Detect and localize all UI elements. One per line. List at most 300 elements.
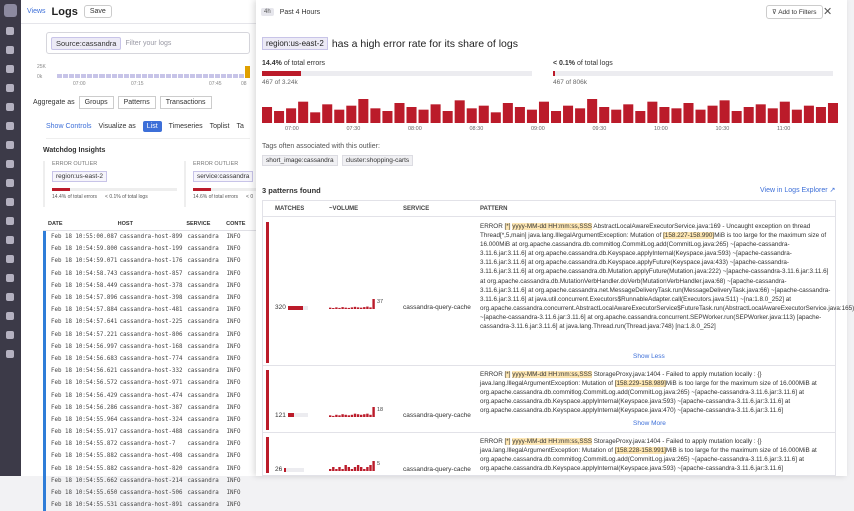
row-status: INFO xyxy=(226,441,241,448)
pattern-volume-bar xyxy=(332,308,334,309)
mini-chart-bar xyxy=(99,74,104,78)
pattern-volume-bar xyxy=(366,413,368,416)
watchdog-insights-title[interactable]: Watchdog Insights xyxy=(43,147,106,154)
mini-chart-bar xyxy=(148,74,153,78)
table-row[interactable] xyxy=(43,438,256,450)
controls-row xyxy=(46,121,250,139)
mini-chart-bar xyxy=(184,74,189,78)
add-to-filters-button[interactable]: ⊽ Add to Filters xyxy=(766,5,823,19)
pattern-volume-bar xyxy=(363,469,365,471)
pattern-service: cassandra-query-cache xyxy=(403,304,471,311)
close-icon[interactable]: ✕ xyxy=(823,6,833,18)
infrastructure-icon[interactable] xyxy=(6,46,14,54)
mini-chart-bar xyxy=(112,74,117,78)
row-status: INFO xyxy=(226,477,241,484)
mini-chart-bar xyxy=(166,74,171,78)
pattern-segment: AbstractLocalAwareExecutorService.java:169 - Uncaught exception on thread Thread[*,5,main] java.lang.IllegalArgumentException: Mutation of xyxy=(480,223,811,240)
outlier-tag: region:us-east-2 xyxy=(262,37,328,50)
search-pill-source[interactable]: Source:cassandra xyxy=(51,37,121,50)
pattern-volume-bar xyxy=(363,307,365,309)
error-volume-bar xyxy=(539,102,549,123)
pattern-toggle-button[interactable]: Show Less xyxy=(633,353,665,360)
mini-chart-x-label: 07:45 xyxy=(209,81,222,87)
insight-card[interactable] xyxy=(43,161,172,207)
pattern-matches-count: 26 xyxy=(275,466,283,473)
table-row[interactable] xyxy=(43,292,256,304)
left-nav xyxy=(0,0,21,476)
table-row[interactable] xyxy=(43,316,256,328)
insight-card-logs: < 0.1% of total logs xyxy=(105,194,148,200)
row-date: Feb 18 10:54:57.896 xyxy=(51,295,118,302)
mini-chart-bar xyxy=(245,66,250,78)
error-volume-bar xyxy=(298,102,308,123)
table-row[interactable] xyxy=(43,243,256,255)
error-volume-bar xyxy=(683,103,693,123)
row-host: cassandra-host-214 xyxy=(119,477,183,484)
table-row[interactable] xyxy=(43,414,256,426)
mini-chart-bar xyxy=(136,74,141,78)
pattern-volume-bar xyxy=(372,461,374,471)
errors-count: 467 of 3.24k xyxy=(262,79,298,86)
pattern-matches-count: 121 xyxy=(275,411,286,419)
rum-icon[interactable] xyxy=(6,160,14,168)
row-date: Feb 18 10:55:00.087 xyxy=(51,234,118,241)
row-service: cassandra xyxy=(187,465,219,472)
synthetics-icon[interactable] xyxy=(6,141,14,149)
error-volume-bar xyxy=(286,108,296,123)
row-host: cassandra-host-324 xyxy=(119,416,183,423)
table-row[interactable] xyxy=(43,280,256,292)
row-host: cassandra-host-168 xyxy=(119,343,183,350)
pattern-segment: MiB is too large for the maximum size of 16.000MiB at org.apache.cassandra.db.commitlog.CommitLog.add(CommitLog.java:265) ~[apache-cassandra-3.11.6.jar:3.11.6] at org.apache.cassandra.db.Keyspace.applyInternal(Keyspace.java:593) ~[apache-cassandra-3.11.6.jar:3.11.6] at org.apache.cassandra.db.Keyspace.applyInternal(Keyspace.java:470) ~[apache-cassandra-3.11.6.jar:3.11.6] xyxy=(480,380,817,415)
pattern-volume-bar xyxy=(357,307,359,309)
column-pattern[interactable]: PATTERN xyxy=(480,205,508,212)
row-date: Feb 18 10:54:56.621 xyxy=(51,368,118,375)
pattern-volume-peak: 18 xyxy=(377,406,384,413)
table-row[interactable] xyxy=(43,304,256,316)
pattern-volume-bar xyxy=(360,414,362,416)
row-status: INFO xyxy=(226,295,241,302)
logs-icon[interactable] xyxy=(6,103,14,111)
view-in-logs-explorer-label: View in Logs Explorer xyxy=(760,187,828,194)
row-date: Feb 18 10:54:57.884 xyxy=(51,307,118,314)
pattern-volume-peak: 37 xyxy=(377,299,384,305)
row-date: Feb 18 10:54:55.662 xyxy=(51,477,118,484)
row-status: INFO xyxy=(226,246,241,253)
pattern-matches xyxy=(275,412,323,419)
notebooks-icon[interactable] xyxy=(6,217,14,225)
row-date: Feb 18 10:54:56.572 xyxy=(51,380,118,387)
error-volume-bar xyxy=(647,102,657,123)
pattern-volume-bar xyxy=(360,467,362,471)
mini-chart-bar xyxy=(142,74,147,78)
error-volume-x-tick: 07:30 xyxy=(346,126,361,132)
outlier-description: has a high error rate for its share of logs xyxy=(331,37,518,50)
pattern-volume-bar xyxy=(372,299,374,309)
add-to-filters-label: Add to Filters xyxy=(778,9,817,16)
logs-pct-label: of total logs xyxy=(576,60,613,67)
patterns-table-header xyxy=(263,201,835,217)
pattern-row[interactable] xyxy=(263,366,835,433)
table-row[interactable] xyxy=(43,329,256,341)
row-date: Feb 18 10:54:55.964 xyxy=(51,416,118,423)
row-service: cassandra xyxy=(187,392,219,399)
insight-card-logs: < 0 xyxy=(246,194,254,200)
row-date: Feb 18 10:54:58.449 xyxy=(51,282,118,289)
row-date: Feb 18 10:54:59.071 xyxy=(51,258,118,265)
row-service: cassandra xyxy=(187,319,219,326)
pattern-volume-bar xyxy=(357,414,359,417)
search-input[interactable]: Filter your logs xyxy=(125,39,172,47)
column-date[interactable]: DATE xyxy=(48,220,63,227)
security-icon[interactable] xyxy=(6,122,14,130)
error-volume-bar xyxy=(563,106,573,123)
row-host: cassandra-host-488 xyxy=(119,429,183,436)
table-row[interactable] xyxy=(43,389,256,401)
outlier-side-panel xyxy=(256,0,854,476)
error-volume-bar xyxy=(443,111,453,123)
mini-chart-bar xyxy=(124,74,129,78)
row-status: INFO xyxy=(226,416,241,423)
error-volume-x-tick: 08:30 xyxy=(469,126,484,132)
row-date: Feb 18 10:54:55.650 xyxy=(51,490,118,497)
tab-table[interactable]: Ta xyxy=(236,123,244,130)
apm-icon[interactable] xyxy=(6,84,14,92)
row-host: cassandra-host-176 xyxy=(119,258,183,265)
row-service: cassandra xyxy=(187,502,219,509)
pattern-severity-bar xyxy=(266,437,269,473)
pattern-matches-count: 320 xyxy=(275,304,286,311)
error-volume-bar xyxy=(575,108,585,123)
row-service: cassandra xyxy=(187,270,219,277)
external-link-icon: ↗ xyxy=(829,187,836,194)
pattern-volume-sparkline xyxy=(329,297,389,311)
error-volume-bar xyxy=(611,110,621,123)
row-status: INFO xyxy=(226,355,241,362)
settings-icon[interactable] xyxy=(6,274,14,282)
error-volume-bar xyxy=(732,111,742,123)
associated-tag[interactable]: cluster:shopping-carts xyxy=(342,155,414,166)
table-row[interactable] xyxy=(43,365,256,377)
pattern-matches xyxy=(275,466,323,473)
pattern-volume-bar xyxy=(332,467,334,471)
row-date: Feb 18 10:54:56.286 xyxy=(51,404,118,411)
pattern-matches-bar-fill xyxy=(284,468,286,472)
aggregate-patterns[interactable]: Patterns xyxy=(118,96,156,109)
save-button[interactable]: Save xyxy=(84,5,112,18)
pattern-volume-sparkline xyxy=(329,405,389,419)
error-volume-bar xyxy=(744,107,754,123)
row-date: Feb 18 10:54:57.641 xyxy=(51,319,118,326)
column-service[interactable]: SERVICE xyxy=(186,220,211,227)
table-row[interactable] xyxy=(43,353,256,365)
associated-tag[interactable]: short_image:cassandra xyxy=(262,155,338,166)
mini-chart-bar xyxy=(81,74,86,78)
error-volume-bar xyxy=(479,106,489,123)
row-service: cassandra xyxy=(187,343,219,350)
aggregate-groups[interactable]: Groups xyxy=(79,96,114,109)
monitors-icon[interactable] xyxy=(6,65,14,73)
row-host: cassandra-host-481 xyxy=(119,307,183,314)
column-host[interactable]: HOST xyxy=(117,220,133,227)
pattern-toggle-button[interactable]: Show More xyxy=(633,420,666,427)
pattern-volume-bar xyxy=(348,415,350,417)
pattern-volume-bar xyxy=(335,469,337,471)
row-status: INFO xyxy=(226,234,241,241)
views-button[interactable]: Views xyxy=(27,8,46,15)
error-volume-bar xyxy=(334,110,344,123)
row-status: INFO xyxy=(226,258,241,265)
pattern-volume-sparkline xyxy=(329,459,389,473)
table-row[interactable] xyxy=(43,268,256,280)
pattern-volume-bar xyxy=(369,465,371,471)
pattern-volume-bar xyxy=(360,308,362,309)
error-volume-bar xyxy=(491,112,501,123)
view-in-logs-explorer-link[interactable] xyxy=(760,186,835,194)
mini-chart-x-label: 08 xyxy=(241,81,247,87)
column-volume[interactable]: ~VOLUME xyxy=(329,205,359,212)
pattern-matches-bar xyxy=(288,306,308,310)
error-volume-x-tick: 10:00 xyxy=(654,126,668,132)
tab-toplist[interactable]: Toplist xyxy=(209,123,230,130)
time-selector[interactable] xyxy=(261,8,320,16)
table-row[interactable] xyxy=(43,341,256,353)
mini-chart-bar xyxy=(178,74,183,78)
insight-card-errors: 14.4% of total errors xyxy=(52,194,98,200)
logs-bar xyxy=(553,71,833,76)
pattern-volume-bar xyxy=(329,469,331,471)
pattern-volume-bar xyxy=(369,414,371,416)
mini-chart-bar xyxy=(172,74,177,78)
row-status: INFO xyxy=(226,465,241,472)
row-date: Feb 18 10:54:56.683 xyxy=(51,355,118,362)
mini-chart-bar xyxy=(239,74,244,78)
error-volume-x-tick: 09:00 xyxy=(531,126,545,132)
mini-chart-y-label: 25K xyxy=(37,64,46,70)
logs-stat xyxy=(553,60,833,86)
row-service: cassandra xyxy=(187,368,219,375)
show-controls-button[interactable]: Show Controls xyxy=(46,123,92,130)
logs-table-header xyxy=(43,217,256,231)
associated-tags xyxy=(262,155,413,166)
insight-card-label: ERROR OUTLIER xyxy=(52,161,98,167)
pattern-volume-bar xyxy=(354,307,356,309)
pattern-variable: yyyy-MM-dd HH:mm:ss,SSS xyxy=(512,371,592,378)
row-service: cassandra xyxy=(187,258,219,265)
pattern-variable: [158.227-158.990] xyxy=(663,232,715,240)
row-status: INFO xyxy=(226,270,241,277)
row-status: INFO xyxy=(226,380,241,387)
pattern-volume-bar xyxy=(354,413,356,416)
pattern-variable: [*] xyxy=(504,223,511,230)
error-volume-chart[interactable] xyxy=(261,97,839,132)
tab-list[interactable]: List xyxy=(143,121,162,132)
row-service: cassandra xyxy=(187,282,219,289)
column-matches[interactable]: MATCHES xyxy=(275,205,305,212)
table-row[interactable] xyxy=(43,255,256,267)
error-volume-bar xyxy=(768,108,778,123)
pattern-service: cassandra-query-cache xyxy=(403,466,471,473)
time-label: Past 4 Hours xyxy=(279,8,321,16)
row-host: cassandra-host-857 xyxy=(119,270,183,277)
error-volume-bar xyxy=(816,107,826,123)
error-volume-bar xyxy=(322,104,332,123)
row-service: cassandra xyxy=(187,404,219,411)
time-badge: 4h xyxy=(261,8,274,16)
error-volume-bar xyxy=(720,100,730,123)
row-host: cassandra-host-806 xyxy=(119,331,183,338)
visualize-as-label: Visualize as xyxy=(98,123,136,130)
pattern-volume-bar xyxy=(345,308,347,309)
mini-chart-bar xyxy=(75,74,80,78)
mini-chart-bar xyxy=(203,74,208,78)
datadog-logo-icon[interactable] xyxy=(4,4,17,17)
mini-chart-bar xyxy=(130,74,135,78)
pattern-volume-bar xyxy=(366,307,368,309)
table-row[interactable] xyxy=(43,463,256,475)
mini-chart-bar xyxy=(106,74,111,78)
pattern-segment: ERROR xyxy=(480,371,505,378)
insight-card-bar-fill xyxy=(193,188,211,191)
errors-bar-fill xyxy=(262,71,301,76)
error-volume-bar xyxy=(419,110,429,123)
chat-icon[interactable] xyxy=(6,293,14,301)
mini-chart-x-label: 07:00 xyxy=(73,81,86,87)
error-volume-bar xyxy=(262,107,272,123)
row-service: cassandra xyxy=(187,416,219,423)
table-row[interactable] xyxy=(43,499,256,511)
aggregate-transactions[interactable]: Transactions xyxy=(160,96,212,109)
pattern-text xyxy=(480,222,854,350)
row-status: INFO xyxy=(226,368,241,375)
row-status: INFO xyxy=(226,490,241,497)
insight-card-bar xyxy=(52,188,177,191)
error-volume-bar xyxy=(455,100,465,123)
table-row[interactable] xyxy=(43,487,256,499)
pattern-volume-bar xyxy=(329,308,331,309)
aggregate-row xyxy=(33,96,250,109)
mini-chart-bar xyxy=(196,74,201,78)
row-status: INFO xyxy=(226,502,241,509)
row-date: Feb 18 10:54:58.743 xyxy=(51,270,118,277)
table-row[interactable] xyxy=(43,475,256,487)
pattern-segment: StorageProxy.java:1404 - Failed to apply mutation locally : {} java.lang.IllegalArgumentException: Mutation of xyxy=(480,371,762,388)
error-volume-bar xyxy=(780,102,790,123)
error-volume-bar xyxy=(394,103,404,123)
row-service: cassandra xyxy=(187,429,219,436)
column-content[interactable]: CONTE xyxy=(226,220,246,227)
row-status: INFO xyxy=(226,331,241,338)
mini-chart-y-label: 0k xyxy=(37,74,43,80)
error-volume-bar xyxy=(599,107,609,123)
pattern-matches-bar xyxy=(284,468,304,472)
network-icon[interactable] xyxy=(6,198,14,206)
pattern-volume-bar xyxy=(345,465,347,471)
pattern-volume-bar xyxy=(341,307,343,309)
pattern-volume-bar xyxy=(341,414,343,417)
pattern-severity-bar xyxy=(266,370,269,430)
error-volume-bar xyxy=(358,99,368,123)
error-volume-bar xyxy=(346,106,356,123)
dashboard-icon[interactable] xyxy=(6,27,14,35)
row-host: cassandra-host-498 xyxy=(119,453,183,460)
errors-stat xyxy=(262,60,532,86)
row-service: cassandra xyxy=(187,441,219,448)
row-status: INFO xyxy=(226,404,241,411)
row-service: cassandra xyxy=(187,331,219,338)
integrations-icon[interactable] xyxy=(6,179,14,187)
errors-pct-label: of total errors xyxy=(283,60,326,67)
row-host: cassandra-host-891 xyxy=(119,502,183,509)
row-date: Feb 18 10:54:56.997 xyxy=(51,343,118,350)
row-date: Feb 18 10:54:55.872 xyxy=(51,441,118,448)
pattern-volume-bar xyxy=(335,414,337,416)
row-service: cassandra xyxy=(187,477,219,484)
team-icon[interactable] xyxy=(6,331,14,339)
insight-card-value: service:cassandra xyxy=(193,171,253,182)
error-volume-bar xyxy=(431,104,441,123)
patterns-count: 3 patterns found xyxy=(262,186,321,195)
error-volume-bar xyxy=(274,111,284,123)
logs-volume-chart[interactable] xyxy=(33,58,250,88)
help-icon[interactable] xyxy=(6,312,14,320)
row-date: Feb 18 10:54:59.800 xyxy=(51,246,118,253)
user-icon[interactable] xyxy=(6,350,14,358)
pattern-text xyxy=(480,437,832,474)
error-volume-bar xyxy=(551,111,561,123)
row-host: cassandra-host-820 xyxy=(119,465,183,472)
error-volume-bar xyxy=(804,106,814,123)
column-service[interactable]: SERVICE xyxy=(403,205,430,212)
table-row[interactable] xyxy=(43,450,256,462)
row-host: cassandra-host-774 xyxy=(119,355,183,362)
search-bar[interactable] xyxy=(46,32,250,54)
error-volume-bar xyxy=(587,99,597,123)
table-row[interactable] xyxy=(43,377,256,389)
row-host: cassandra-host-971 xyxy=(119,380,183,387)
error-volume-x-tick: 09:30 xyxy=(592,126,607,132)
tab-timeseries[interactable]: Timeseries xyxy=(168,123,203,130)
pattern-volume-bar xyxy=(348,467,350,471)
row-date: Feb 18 10:54:57.221 xyxy=(51,331,118,338)
table-row[interactable] xyxy=(43,402,256,414)
pattern-severity-bar xyxy=(266,222,269,363)
insight-card-bar-fill xyxy=(52,188,70,191)
table-row[interactable] xyxy=(43,231,256,243)
logs-page xyxy=(21,0,256,509)
error-volume-bar xyxy=(696,110,706,123)
pattern-volume-bar xyxy=(354,467,356,471)
mini-chart-x-label: 07:15 xyxy=(131,81,144,87)
error-volume-x-tick: 11:00 xyxy=(777,126,791,132)
pattern-volume-bar xyxy=(335,307,337,309)
ci-icon[interactable] xyxy=(6,255,14,263)
pattern-volume-bar xyxy=(372,407,374,417)
pattern-row[interactable] xyxy=(263,218,854,366)
error-volume-bar xyxy=(828,103,838,123)
watchdog-icon[interactable] xyxy=(6,236,14,244)
pattern-row[interactable] xyxy=(263,433,835,476)
pattern-volume-bar xyxy=(348,308,350,309)
row-host: cassandra-host-225 xyxy=(119,319,183,326)
row-host: cassandra-host-378 xyxy=(119,282,183,289)
mini-chart-bar xyxy=(190,74,195,78)
table-row[interactable] xyxy=(43,426,256,438)
pattern-matches-bar-fill xyxy=(288,413,294,417)
logs-count: 467 of 806k xyxy=(553,79,587,86)
pattern-volume-bar xyxy=(351,307,353,309)
pattern-variable: [*] xyxy=(504,371,511,378)
